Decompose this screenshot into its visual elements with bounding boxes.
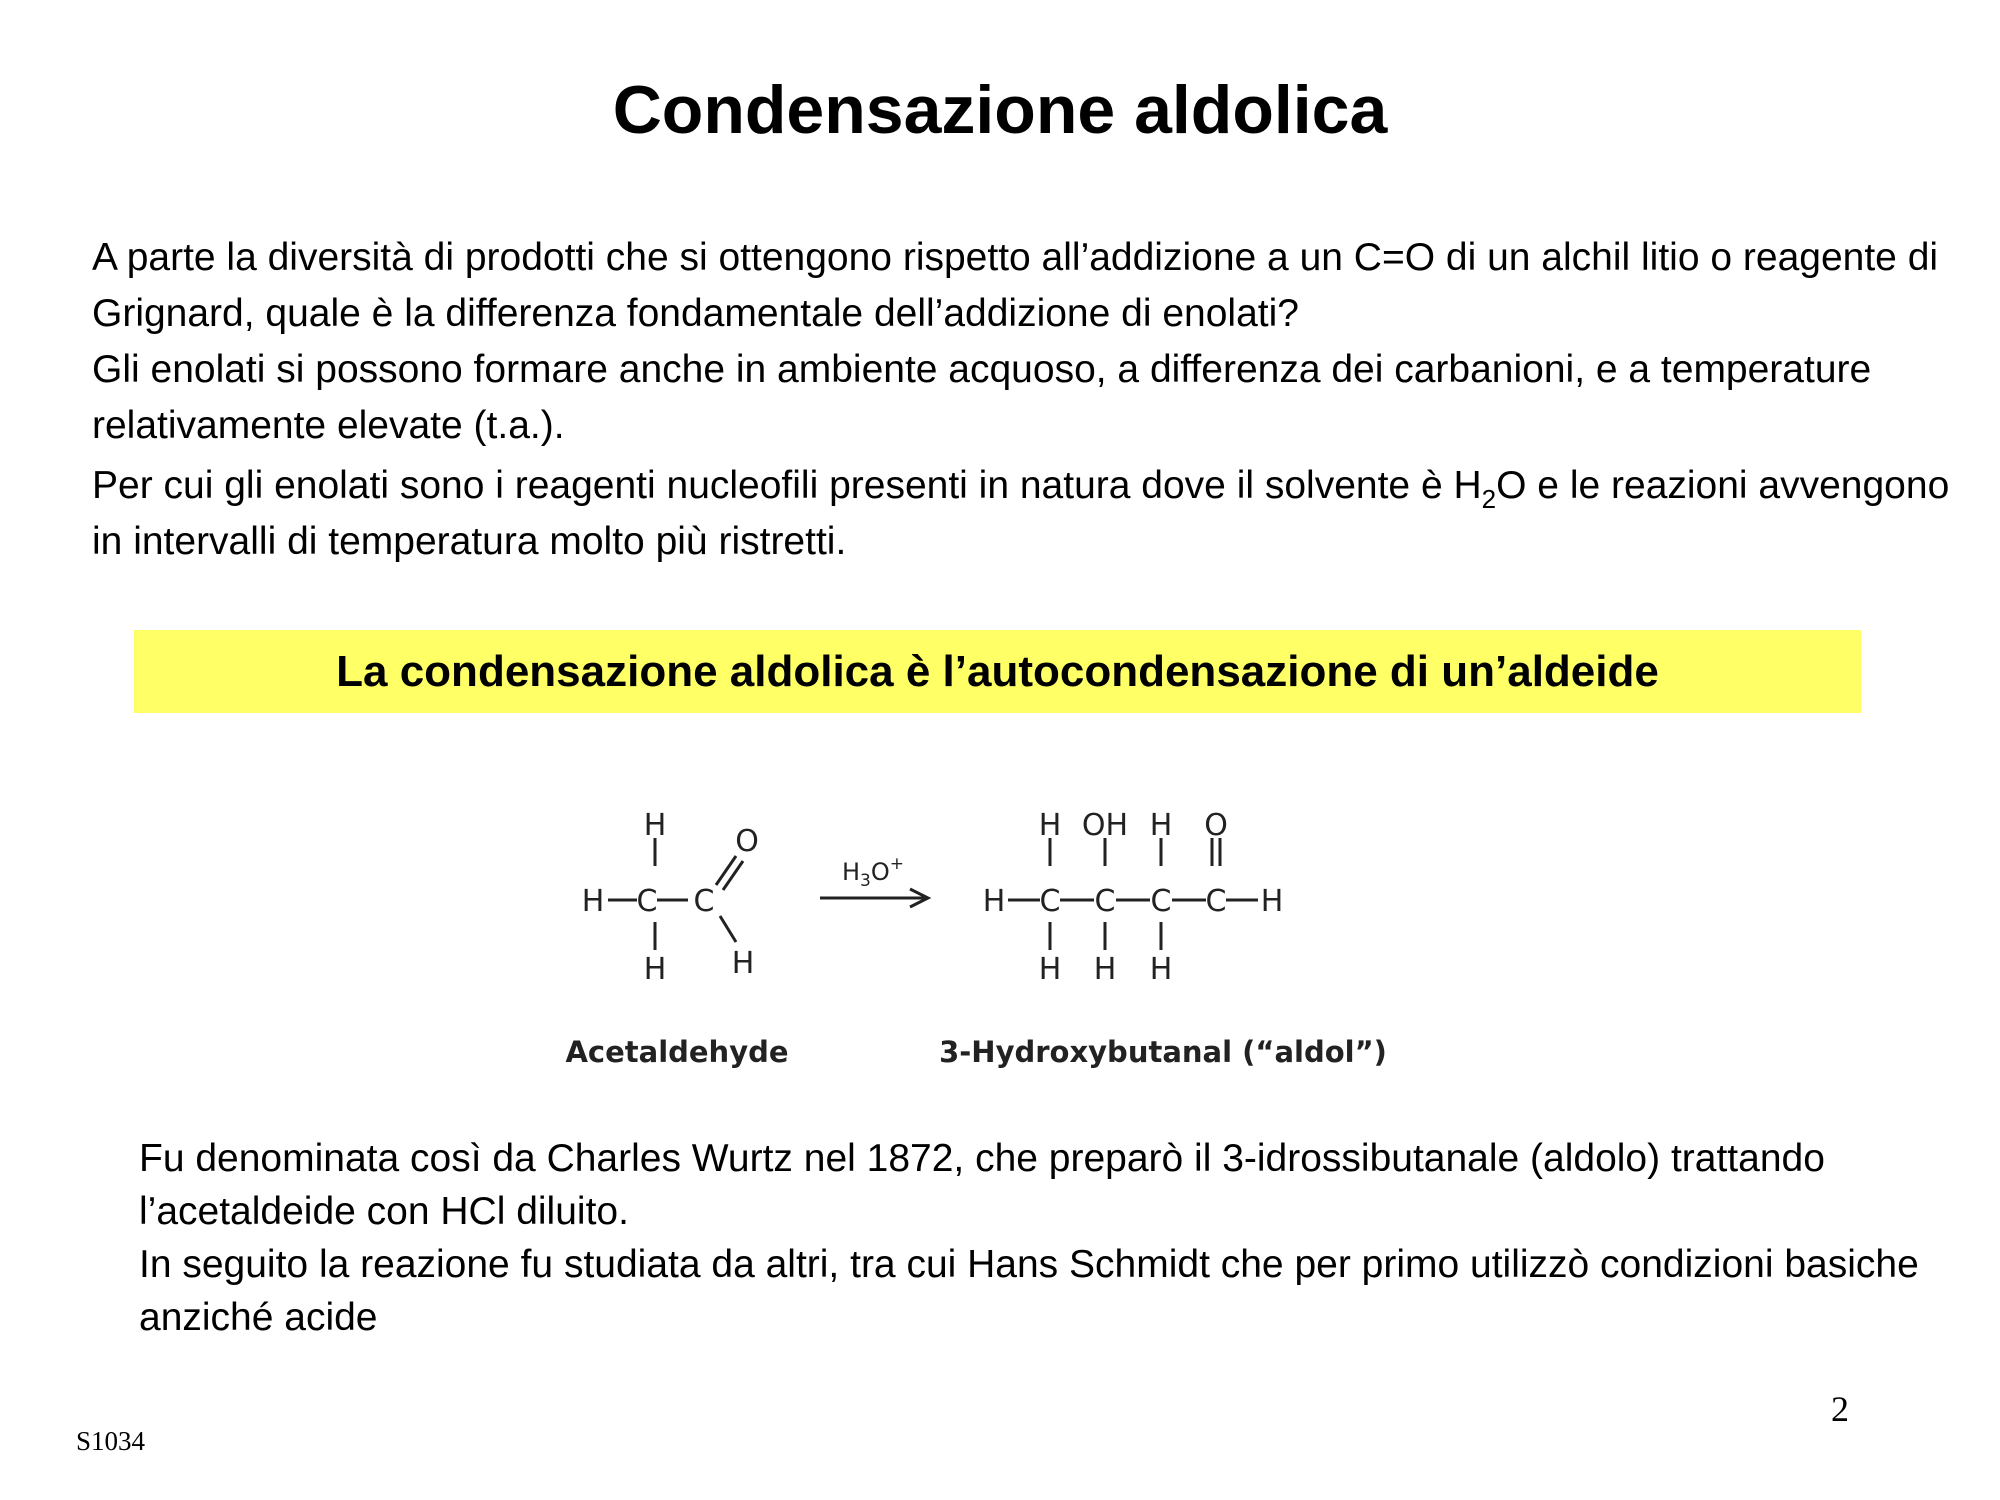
highlight-statement: La condensazione aldolica è l’autocondensazione di un’aldeide	[336, 646, 1659, 696]
bond-c2-o-double-a	[716, 856, 736, 885]
atom-c: C	[1150, 884, 1172, 919]
reaction-conditions	[842, 854, 904, 891]
history-text	[139, 1132, 1959, 1344]
atom-c: C	[636, 884, 658, 919]
atom-h: H	[1149, 808, 1173, 843]
compound-labels	[565, 1035, 1386, 1069]
reagent-label: Acetaldehyde	[565, 1035, 789, 1069]
intro-paragraph-2: Gli enolati si possono formare anche in ambiente acquoso, a differenza dei carbanioni, e a temperature relativamente elevate (t.a.).	[92, 348, 1872, 447]
atom-h: H	[1038, 808, 1062, 843]
atom-c: C	[1094, 884, 1116, 919]
intro-text	[92, 230, 1972, 570]
slide-code: S1034	[76, 1426, 146, 1456]
h3o-o: O	[870, 858, 890, 886]
atom-oh: OH	[1081, 808, 1129, 843]
intro-paragraph-1: A parte la diversità di prodotti che si ottengono rispetto all’addizione a un C=O di un alchil litio o reagente di Grignard, quale è la differenza fondamentale dell’addizione di enolati?	[92, 236, 1939, 335]
page-number: 2	[1831, 1389, 1849, 1429]
water-subscript: 2	[1481, 484, 1497, 514]
history-paragraph-2: In seguito la reazione fu studiata da altri, tra cui Hans Schmidt che per primo utilizzò condizioni basiche anziché acide	[139, 1243, 1919, 1339]
intro-p3-after: O e le reazioni avvengono in intervalli di temperatura molto più ristretti.	[92, 464, 1950, 563]
atom-h: H	[1093, 952, 1117, 987]
bond-c2-h	[720, 916, 736, 942]
aldol-atoms	[983, 808, 1284, 987]
atom-o: O	[735, 824, 759, 859]
atom-c: C	[1205, 884, 1227, 919]
bond-c2-o-double-b	[723, 861, 743, 890]
atom-h: H	[581, 884, 605, 919]
acetaldehyde-atoms	[582, 808, 759, 987]
atom-h: H	[1260, 884, 1284, 919]
history-paragraph-1: Fu denominata così da Charles Wurtz nel 1872, che preparò il 3-idrossibutanale (aldolo) trattando l’acetaldeide con HCl diluito.	[139, 1137, 1825, 1233]
atom-o: O	[1204, 808, 1228, 843]
atom-h: H	[1149, 952, 1173, 987]
highlight-box	[134, 630, 1861, 713]
reaction-scheme	[540, 790, 1440, 1090]
intro-p3-before: Per cui gli enolati sono i reagenti nucleofili presenti in natura dove il solvente è H	[92, 464, 1482, 507]
atom-h: H	[643, 952, 667, 987]
slide-title: Condensazione aldolica	[612, 72, 1388, 148]
atom-c: C	[693, 884, 715, 919]
h3o-subscript: 3	[860, 871, 871, 891]
product-label: 3-Hydroxybutanal (“aldol”)	[939, 1035, 1387, 1069]
h3o-superscript: +	[889, 854, 905, 874]
h3o-h: H	[841, 858, 861, 886]
atom-h: H	[982, 884, 1006, 919]
atom-h: H	[643, 808, 667, 843]
atom-h: H	[731, 946, 755, 981]
atom-h: H	[1038, 952, 1062, 987]
intro-paragraph-3	[92, 458, 1972, 570]
atom-c: C	[1039, 884, 1061, 919]
reaction-diagram	[540, 790, 1440, 1090]
